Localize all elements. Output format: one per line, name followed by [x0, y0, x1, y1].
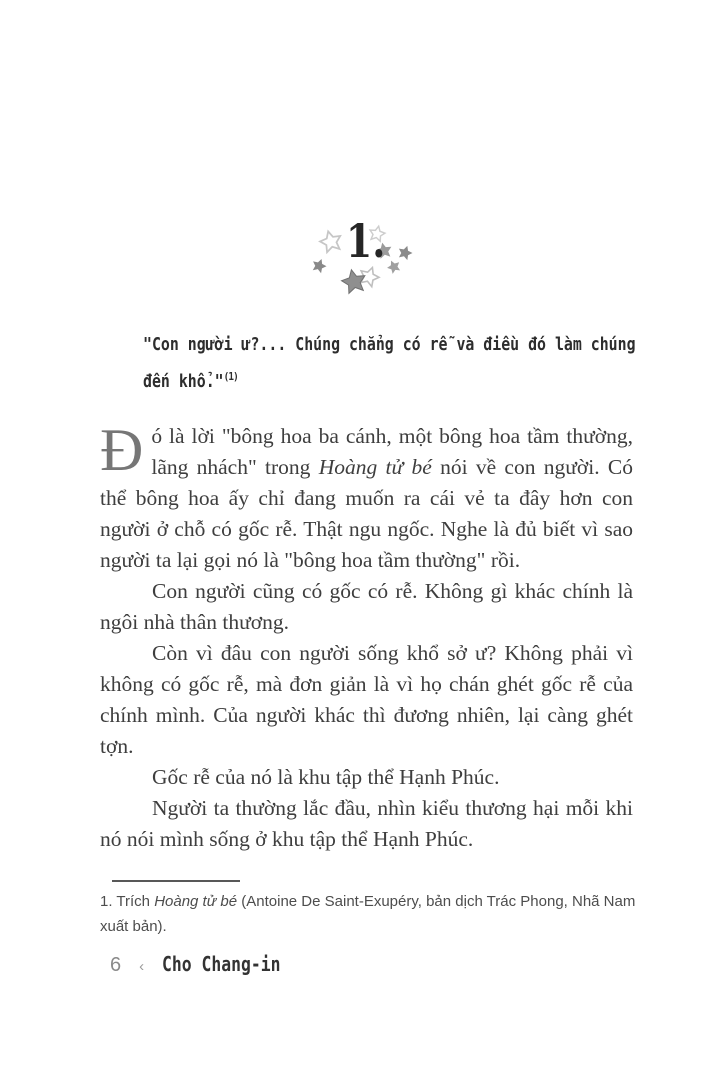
chapter-heading	[300, 210, 430, 305]
page-footer	[110, 952, 307, 977]
chevron-left-icon: ‹	[139, 958, 145, 975]
body-paragraph: Con người cũng có gốc có rễ. Không gì khác chính là ngôi nhà thân thương.	[100, 579, 633, 634]
footnote-rule	[112, 880, 240, 882]
epigraph	[143, 330, 722, 398]
footnote	[100, 876, 645, 939]
body-paragraph: Gốc rễ của nó là khu tập thể Hạnh Phúc.	[152, 765, 500, 789]
footnote-suffix: (Antoine De Saint-Exupéry, bản dịch Trác Phong, Nhã Nam xuất bản).	[100, 893, 636, 935]
footnote-prefix: 1. Trích	[100, 893, 155, 910]
page-number: 6	[110, 954, 122, 976]
body-paragraph: Còn vì đâu con người sống khổ sở ư? Không phải vì không có gốc rễ, mà đơn giản là vì họ chán ghét gốc rễ của chính mình. Của người khác thì đương nhiên, lại càng ghét tợn.	[100, 641, 633, 758]
body-text	[100, 417, 633, 855]
star-icon	[385, 258, 402, 275]
paragraph-text: ó là lời "bông hoa ba cánh, một bông hoa tầm thường, lãng nhách" trong	[151, 424, 633, 479]
paragraph-text: nói về con người. Có thể bông hoa ấy chỉ đang muốn ra cái vẻ ta đây hơn con người ở chỗ có gốc rễ. Thật ngu ngốc. Nghe là đủ biết vì sao người ta lại gọi nó là "bông hoa tầm thường" rồi.	[100, 455, 633, 572]
drop-cap: Đ	[100, 417, 144, 483]
chapter-number: 1.	[346, 214, 386, 268]
epigraph-line-2	[143, 361, 636, 398]
star-icon	[396, 244, 414, 261]
footnote-book-title: Hoàng tử bé	[154, 893, 238, 910]
star-icon	[310, 257, 328, 275]
star-outline-icon	[318, 229, 343, 254]
running-title-author: Cho Chang-in	[162, 952, 281, 976]
epigraph-line-1: "Con người ư?... Chúng chẳng có rễ và điều đó làm chúng	[143, 335, 636, 355]
footnote-reference-marker: (1)	[223, 370, 238, 383]
body-paragraph: Người ta thường lắc đầu, nhìn kiểu thương hại mỗi khi nó nói mình sống ở khu tập thể Hạnh Phúc.	[100, 796, 633, 851]
book-title-italic: Hoàng tử bé	[318, 455, 432, 479]
epigraph-line-2-text: đến khổ."	[143, 371, 224, 392]
body-paragraph	[100, 417, 633, 576]
footnote-text	[100, 889, 645, 939]
